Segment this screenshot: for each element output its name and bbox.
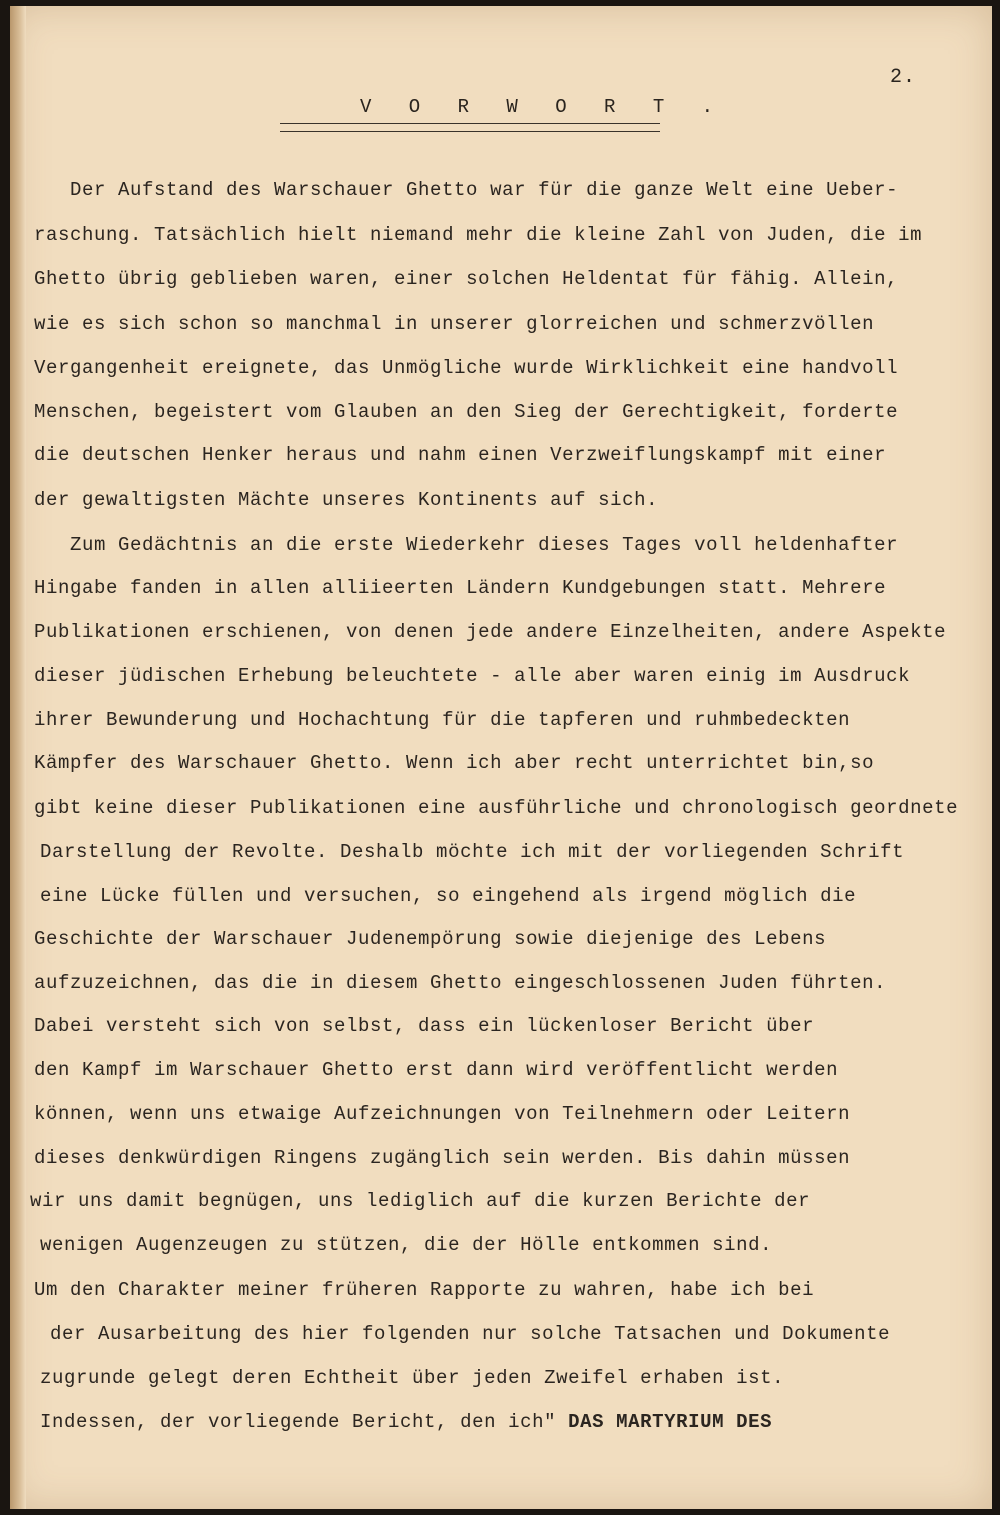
- text-line: eine Lücke füllen und versuchen, so eingehend als irgend möglich die: [40, 885, 857, 907]
- text-line: Publikationen erschienen, von denen jede andere Einzelheiten, andere Aspekte: [34, 621, 947, 643]
- document-page: [10, 6, 992, 1509]
- text-line: zugrunde gelegt deren Echtheit über jeden Zweifel erhaben ist.: [40, 1367, 785, 1389]
- page-spine: [10, 6, 26, 1509]
- text-line: den Kampf im Warschauer Ghetto erst dann wird veröffentlicht werden: [34, 1059, 839, 1081]
- text-line-last: [40, 1411, 772, 1433]
- text-line: können, wenn uns etwaige Aufzeichnungen von Teilnehmern oder Leitern: [34, 1103, 851, 1125]
- page-number: 2.: [890, 66, 917, 89]
- text-line: Menschen, begeistert vom Glauben an den Sieg der Gerechtigkeit, forderte: [34, 401, 899, 423]
- text-line: wenigen Augenzeugen zu stützen, die der Hölle entkommen sind.: [40, 1234, 773, 1256]
- text-line: Zum Gedächtnis an die erste Wiederkehr dieses Tages voll heldenhafter: [70, 534, 899, 556]
- text-line: wie es sich schon so manchmal in unserer glorreichen und schmerzvöllen: [34, 313, 875, 335]
- text-line: Hingabe fanden in allen alliieerten Ländern Kundgebungen statt. Mehrere: [34, 577, 887, 599]
- text-line: aufzuzeichnen, das die in diesem Ghetto eingeschlossenen Juden führten.: [34, 972, 887, 994]
- text-line: Der Aufstand des Warschauer Ghetto war für die ganze Welt eine Ueber-: [70, 179, 899, 201]
- title-underline: [280, 123, 660, 132]
- text-line-start: Indessen, der vorliegende Bericht, den ich": [40, 1411, 557, 1433]
- text-line: ihrer Bewunderung und Hochachtung für die tapferen und ruhmbedeckten: [34, 709, 851, 731]
- text-line: der Ausarbeitung des hier folgenden nur solche Tatsachen und Dokumente: [50, 1323, 891, 1345]
- text-line: Geschichte der Warschauer Judenempörung sowie diejenige des Lebens: [34, 928, 827, 950]
- text-line-emphasis: DAS MARTYRIUM DES: [568, 1411, 773, 1433]
- text-line: Vergangenheit ereignete, das Unmögliche wurde Wirklichkeit eine handvoll: [34, 357, 899, 379]
- text-line: Um den Charakter meiner früheren Rapporte zu wahren, habe ich bei: [34, 1279, 815, 1301]
- text-line: Dabei versteht sich von selbst, dass ein lückenloser Bericht über: [34, 1015, 815, 1037]
- text-line: raschung. Tatsächlich hielt niemand mehr die kleine Zahl von Juden, die im: [34, 224, 923, 246]
- text-line: der gewaltigsten Mächte unseres Kontinents auf sich.: [34, 489, 659, 511]
- text-line: wir uns damit begnügen, uns lediglich auf die kurzen Berichte der: [30, 1190, 811, 1212]
- text-line: dieses denkwürdigen Ringens zugänglich sein werden. Bis dahin müssen: [34, 1147, 851, 1169]
- text-line: Darstellung der Revolte. Deshalb möchte ich mit der vorliegenden Schrift: [40, 841, 905, 863]
- text-line: gibt keine dieser Publikationen eine ausführliche und chronologisch geordnete: [34, 797, 959, 819]
- text-line: dieser jüdischen Erhebung beleuchtete - alle aber waren einig im Ausdruck: [34, 665, 911, 687]
- text-line: Kämpfer des Warschauer Ghetto. Wenn ich aber recht unterrichtet bin,so: [34, 752, 875, 774]
- text-line: Ghetto übrig geblieben waren, einer solchen Heldentat für fähig. Allein,: [34, 268, 899, 290]
- text-line: die deutschen Henker heraus und nahm einen Verzweiflungskampf mit einer: [34, 444, 887, 466]
- page-title: V O R W O R T .: [360, 96, 727, 118]
